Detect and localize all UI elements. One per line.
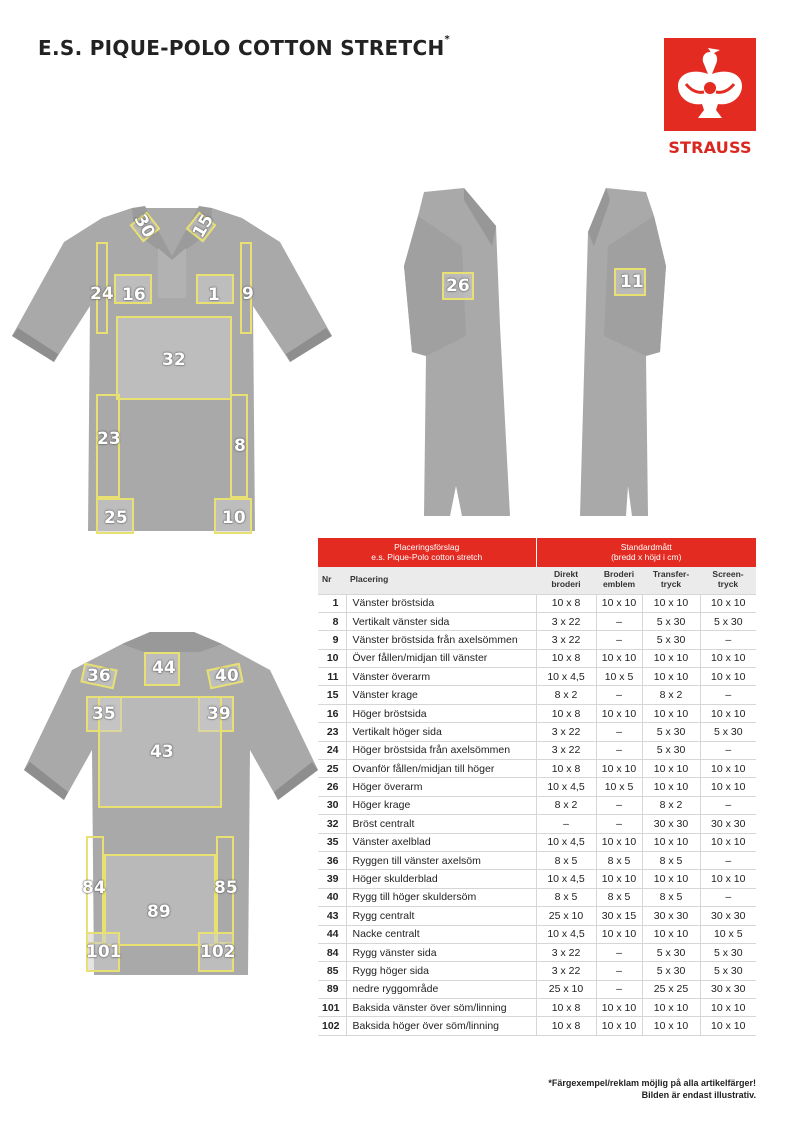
label-25: 25 bbox=[104, 508, 128, 528]
cell-broderi: 8 x 5 bbox=[596, 851, 642, 869]
cell-broderi: – bbox=[596, 980, 642, 998]
cell-screen: 10 x 10 bbox=[700, 594, 756, 612]
cell-broderi: 30 x 15 bbox=[596, 907, 642, 925]
cell-broderi: – bbox=[596, 943, 642, 961]
cell-direkt: 3 x 22 bbox=[536, 612, 596, 630]
cell-nr: 8 bbox=[318, 612, 346, 630]
cell-placering: Baksida höger över söm/linning bbox=[346, 1017, 536, 1035]
table-header-red bbox=[318, 538, 756, 567]
table-row bbox=[318, 870, 756, 888]
label-101: 101 bbox=[86, 942, 122, 962]
col-header-broderi: Broderi emblem bbox=[596, 567, 642, 594]
cell-direkt: 10 x 8 bbox=[536, 649, 596, 667]
cell-broderi: 10 x 5 bbox=[596, 778, 642, 796]
cell-transfer: 10 x 10 bbox=[642, 668, 700, 686]
table-row bbox=[318, 668, 756, 686]
cell-transfer: 30 x 30 bbox=[642, 815, 700, 833]
cell-nr: 25 bbox=[318, 760, 346, 778]
cell-transfer: 8 x 5 bbox=[642, 851, 700, 869]
cell-placering: Baksida vänster över söm/linning bbox=[346, 999, 536, 1017]
label-11: 11 bbox=[620, 272, 644, 292]
strauss-logo bbox=[664, 38, 756, 158]
col-header-nr: Nr bbox=[318, 567, 346, 594]
logo-box bbox=[664, 38, 756, 131]
cell-direkt: 8 x 5 bbox=[536, 851, 596, 869]
cell-placering: Nacke centralt bbox=[346, 925, 536, 943]
cell-nr: 9 bbox=[318, 631, 346, 649]
label-30: 30 bbox=[129, 210, 159, 242]
cell-screen: – bbox=[700, 851, 756, 869]
cell-screen: 30 x 30 bbox=[700, 907, 756, 925]
label-102: 102 bbox=[200, 942, 236, 962]
label-23: 23 bbox=[97, 429, 121, 449]
table-row bbox=[318, 778, 756, 796]
cell-screen: 10 x 10 bbox=[700, 649, 756, 667]
col-header-transfer: Transfer- tryck bbox=[642, 567, 700, 594]
table-row bbox=[318, 704, 756, 722]
cell-broderi: 10 x 5 bbox=[596, 668, 642, 686]
cell-placering: Ovanför fållen/midjan till höger bbox=[346, 760, 536, 778]
cell-broderi: 10 x 10 bbox=[596, 649, 642, 667]
cell-direkt: 3 x 22 bbox=[536, 741, 596, 759]
cell-screen: – bbox=[700, 686, 756, 704]
cell-nr: 35 bbox=[318, 833, 346, 851]
cell-placering: Vänster bröstsida från axelsömmen bbox=[346, 631, 536, 649]
cell-broderi: – bbox=[596, 741, 642, 759]
cell-direkt: 10 x 4,5 bbox=[536, 833, 596, 851]
cell-screen: 10 x 10 bbox=[700, 1017, 756, 1035]
cell-screen: 5 x 30 bbox=[700, 723, 756, 741]
cell-transfer: 5 x 30 bbox=[642, 631, 700, 649]
cell-direkt: 10 x 8 bbox=[536, 999, 596, 1017]
cell-broderi: – bbox=[596, 815, 642, 833]
cell-placering: Höger överarm bbox=[346, 778, 536, 796]
cell-broderi: 10 x 10 bbox=[596, 1017, 642, 1035]
footnote bbox=[548, 1078, 756, 1101]
col-header-screen: Screen- tryck bbox=[700, 567, 756, 594]
cell-transfer: 10 x 10 bbox=[642, 778, 700, 796]
cell-direkt: – bbox=[536, 815, 596, 833]
cell-nr: 43 bbox=[318, 907, 346, 925]
cell-broderi: – bbox=[596, 631, 642, 649]
cell-transfer: 10 x 10 bbox=[642, 870, 700, 888]
cell-broderi: – bbox=[596, 612, 642, 630]
cell-transfer: 10 x 10 bbox=[642, 594, 700, 612]
cell-screen: – bbox=[700, 888, 756, 906]
back-shirt bbox=[10, 630, 332, 980]
cell-direkt: 8 x 2 bbox=[536, 796, 596, 814]
cell-placering: Vänster axelblad bbox=[346, 833, 536, 851]
cell-nr: 85 bbox=[318, 962, 346, 980]
cell-nr: 10 bbox=[318, 649, 346, 667]
cell-direkt: 10 x 4,5 bbox=[536, 778, 596, 796]
header-placement-title: Placeringsförslag e.s. Pique-Polo cotton stretch bbox=[318, 538, 536, 567]
table-row bbox=[318, 686, 756, 704]
cell-nr: 15 bbox=[318, 686, 346, 704]
table-row bbox=[318, 851, 756, 869]
cell-placering: Höger skulderblad bbox=[346, 870, 536, 888]
cell-transfer: 8 x 2 bbox=[642, 686, 700, 704]
side-shirt-right bbox=[404, 186, 516, 516]
cell-nr: 30 bbox=[318, 796, 346, 814]
cell-screen: 5 x 30 bbox=[700, 962, 756, 980]
table-row bbox=[318, 888, 756, 906]
cell-placering: Vänster bröstsida bbox=[346, 594, 536, 612]
col-header-placering: Placering bbox=[346, 567, 536, 594]
cell-broderi: 10 x 10 bbox=[596, 833, 642, 851]
cell-broderi: 10 x 10 bbox=[596, 704, 642, 722]
cell-transfer: 10 x 10 bbox=[642, 925, 700, 943]
cell-direkt: 25 x 10 bbox=[536, 907, 596, 925]
label-16: 16 bbox=[122, 285, 146, 305]
label-10: 10 bbox=[222, 508, 246, 528]
col-header-direkt: Direkt broderi bbox=[536, 567, 596, 594]
table-row bbox=[318, 833, 756, 851]
table-row bbox=[318, 943, 756, 961]
cell-screen: 10 x 10 bbox=[700, 870, 756, 888]
cell-placering: Rygg centralt bbox=[346, 907, 536, 925]
cell-broderi: 10 x 10 bbox=[596, 999, 642, 1017]
table-row bbox=[318, 796, 756, 814]
table-row bbox=[318, 760, 756, 778]
table-row bbox=[318, 594, 756, 612]
cell-nr: 23 bbox=[318, 723, 346, 741]
cell-transfer: 10 x 10 bbox=[642, 649, 700, 667]
cell-placering: nedre ryggområde bbox=[346, 980, 536, 998]
cell-nr: 16 bbox=[318, 704, 346, 722]
cell-transfer: 8 x 5 bbox=[642, 888, 700, 906]
cell-broderi: – bbox=[596, 962, 642, 980]
cell-screen: 10 x 10 bbox=[700, 778, 756, 796]
cell-transfer: 5 x 30 bbox=[642, 723, 700, 741]
table-row bbox=[318, 1017, 756, 1035]
cell-broderi: – bbox=[596, 686, 642, 704]
label-9: 9 bbox=[242, 284, 254, 304]
cell-broderi: 10 x 10 bbox=[596, 870, 642, 888]
cell-transfer: 25 x 25 bbox=[642, 980, 700, 998]
cell-direkt: 10 x 8 bbox=[536, 1017, 596, 1035]
cell-broderi: – bbox=[596, 723, 642, 741]
cell-direkt: 10 x 4,5 bbox=[536, 668, 596, 686]
cell-screen: 10 x 10 bbox=[700, 999, 756, 1017]
table-row bbox=[318, 999, 756, 1017]
table-row bbox=[318, 925, 756, 943]
cell-direkt: 3 x 22 bbox=[536, 631, 596, 649]
table-row bbox=[318, 649, 756, 667]
cell-placering: Över fållen/midjan till vänster bbox=[346, 649, 536, 667]
cell-placering: Höger bröstsida bbox=[346, 704, 536, 722]
cell-transfer: 10 x 10 bbox=[642, 760, 700, 778]
cell-screen: – bbox=[700, 631, 756, 649]
cell-nr: 24 bbox=[318, 741, 346, 759]
cell-direkt: 10 x 4,5 bbox=[536, 870, 596, 888]
cell-screen: 30 x 30 bbox=[700, 980, 756, 998]
label-39: 39 bbox=[207, 704, 231, 724]
table-row bbox=[318, 723, 756, 741]
cell-placering: Vertikalt vänster sida bbox=[346, 612, 536, 630]
label-84: 84 bbox=[82, 878, 106, 898]
cell-nr: 44 bbox=[318, 925, 346, 943]
front-shirt bbox=[10, 186, 332, 536]
stork-icon bbox=[664, 38, 756, 131]
cell-screen: – bbox=[700, 741, 756, 759]
cell-nr: 84 bbox=[318, 943, 346, 961]
cell-placering: Rygg vänster sida bbox=[346, 943, 536, 961]
cell-screen: 10 x 10 bbox=[700, 760, 756, 778]
cell-direkt: 10 x 8 bbox=[536, 704, 596, 722]
cell-placering: Höger krage bbox=[346, 796, 536, 814]
side-shirt-left bbox=[576, 186, 666, 516]
table-body bbox=[318, 594, 756, 1035]
label-44: 44 bbox=[152, 658, 176, 678]
placement-table bbox=[318, 538, 756, 1036]
cell-nr: 40 bbox=[318, 888, 346, 906]
cell-direkt: 3 x 22 bbox=[536, 962, 596, 980]
side-shirt-left-illustration bbox=[576, 186, 666, 516]
label-89: 89 bbox=[147, 902, 171, 922]
cell-screen: 5 x 30 bbox=[700, 943, 756, 961]
label-15: 15 bbox=[188, 210, 218, 242]
cell-direkt: 3 x 22 bbox=[536, 723, 596, 741]
cell-screen: 5 x 30 bbox=[700, 612, 756, 630]
cell-transfer: 8 x 2 bbox=[642, 796, 700, 814]
cell-placering: Vänster krage bbox=[346, 686, 536, 704]
page-title: E.S. PIQUE-POLO COTTON STRETCH* bbox=[38, 34, 451, 60]
table-row bbox=[318, 741, 756, 759]
cell-broderi: – bbox=[596, 796, 642, 814]
label-36: 36 bbox=[87, 666, 111, 686]
cell-nr: 32 bbox=[318, 815, 346, 833]
cell-placering: Vertikalt höger sida bbox=[346, 723, 536, 741]
cell-screen: 10 x 10 bbox=[700, 668, 756, 686]
cell-nr: 39 bbox=[318, 870, 346, 888]
side-shirt-right-illustration bbox=[404, 186, 516, 516]
cell-transfer: 10 x 10 bbox=[642, 704, 700, 722]
cell-transfer: 10 x 10 bbox=[642, 833, 700, 851]
cell-screen: 10 x 5 bbox=[700, 925, 756, 943]
cell-direkt: 8 x 2 bbox=[536, 686, 596, 704]
cell-nr: 36 bbox=[318, 851, 346, 869]
cell-nr: 11 bbox=[318, 668, 346, 686]
label-35: 35 bbox=[92, 704, 116, 724]
label-26: 26 bbox=[446, 276, 470, 296]
placement-table-grid bbox=[318, 538, 756, 1036]
cell-screen: 10 x 10 bbox=[700, 833, 756, 851]
cell-broderi: 10 x 10 bbox=[596, 594, 642, 612]
cell-placering: Bröst centralt bbox=[346, 815, 536, 833]
label-40: 40 bbox=[215, 666, 239, 686]
cell-screen: 10 x 10 bbox=[700, 704, 756, 722]
cell-nr: 1 bbox=[318, 594, 346, 612]
table-header-columns bbox=[318, 567, 756, 594]
footnote-line-2: Bilden är endast illustrativ. bbox=[641, 1089, 756, 1100]
cell-transfer: 30 x 30 bbox=[642, 907, 700, 925]
cell-transfer: 5 x 30 bbox=[642, 741, 700, 759]
cell-nr: 89 bbox=[318, 980, 346, 998]
cell-placering: Rygg till höger skuldersöm bbox=[346, 888, 536, 906]
cell-placering: Höger bröstsida från axelsömmen bbox=[346, 741, 536, 759]
cell-direkt: 3 x 22 bbox=[536, 943, 596, 961]
cell-direkt: 10 x 8 bbox=[536, 594, 596, 612]
cell-broderi: 8 x 5 bbox=[596, 888, 642, 906]
cell-transfer: 5 x 30 bbox=[642, 962, 700, 980]
cell-direkt: 25 x 10 bbox=[536, 980, 596, 998]
cell-transfer: 5 x 30 bbox=[642, 612, 700, 630]
cell-direkt: 8 x 5 bbox=[536, 888, 596, 906]
label-8: 8 bbox=[234, 436, 246, 456]
cell-direkt: 10 x 4,5 bbox=[536, 925, 596, 943]
cell-placering: Ryggen till vänster axelsöm bbox=[346, 851, 536, 869]
footnote-line-1: *Färgexempel/reklam möjlig på alla artikelfärger! bbox=[548, 1078, 756, 1088]
cell-placering: Vänster överarm bbox=[346, 668, 536, 686]
cell-transfer: 10 x 10 bbox=[642, 1017, 700, 1035]
table-row bbox=[318, 631, 756, 649]
label-24: 24 bbox=[90, 284, 114, 304]
cell-screen: – bbox=[700, 796, 756, 814]
cell-transfer: 10 x 10 bbox=[642, 999, 700, 1017]
table-row bbox=[318, 907, 756, 925]
cell-nr: 102 bbox=[318, 1017, 346, 1035]
cell-broderi: 10 x 10 bbox=[596, 925, 642, 943]
label-85: 85 bbox=[214, 878, 238, 898]
table-row bbox=[318, 815, 756, 833]
cell-nr: 26 bbox=[318, 778, 346, 796]
table-row bbox=[318, 980, 756, 998]
logo-text: STRAUSS bbox=[668, 138, 752, 157]
table-row bbox=[318, 962, 756, 980]
label-1: 1 bbox=[208, 285, 220, 305]
cell-broderi: 10 x 10 bbox=[596, 760, 642, 778]
cell-nr: 101 bbox=[318, 999, 346, 1017]
header-standard-size: Standardmått (bredd x höjd i cm) bbox=[536, 538, 756, 567]
label-32: 32 bbox=[162, 350, 186, 370]
table-row bbox=[318, 612, 756, 630]
cell-transfer: 5 x 30 bbox=[642, 943, 700, 961]
cell-direkt: 10 x 8 bbox=[536, 760, 596, 778]
cell-screen: 30 x 30 bbox=[700, 815, 756, 833]
cell-placering: Rygg höger sida bbox=[346, 962, 536, 980]
label-43: 43 bbox=[150, 742, 174, 762]
